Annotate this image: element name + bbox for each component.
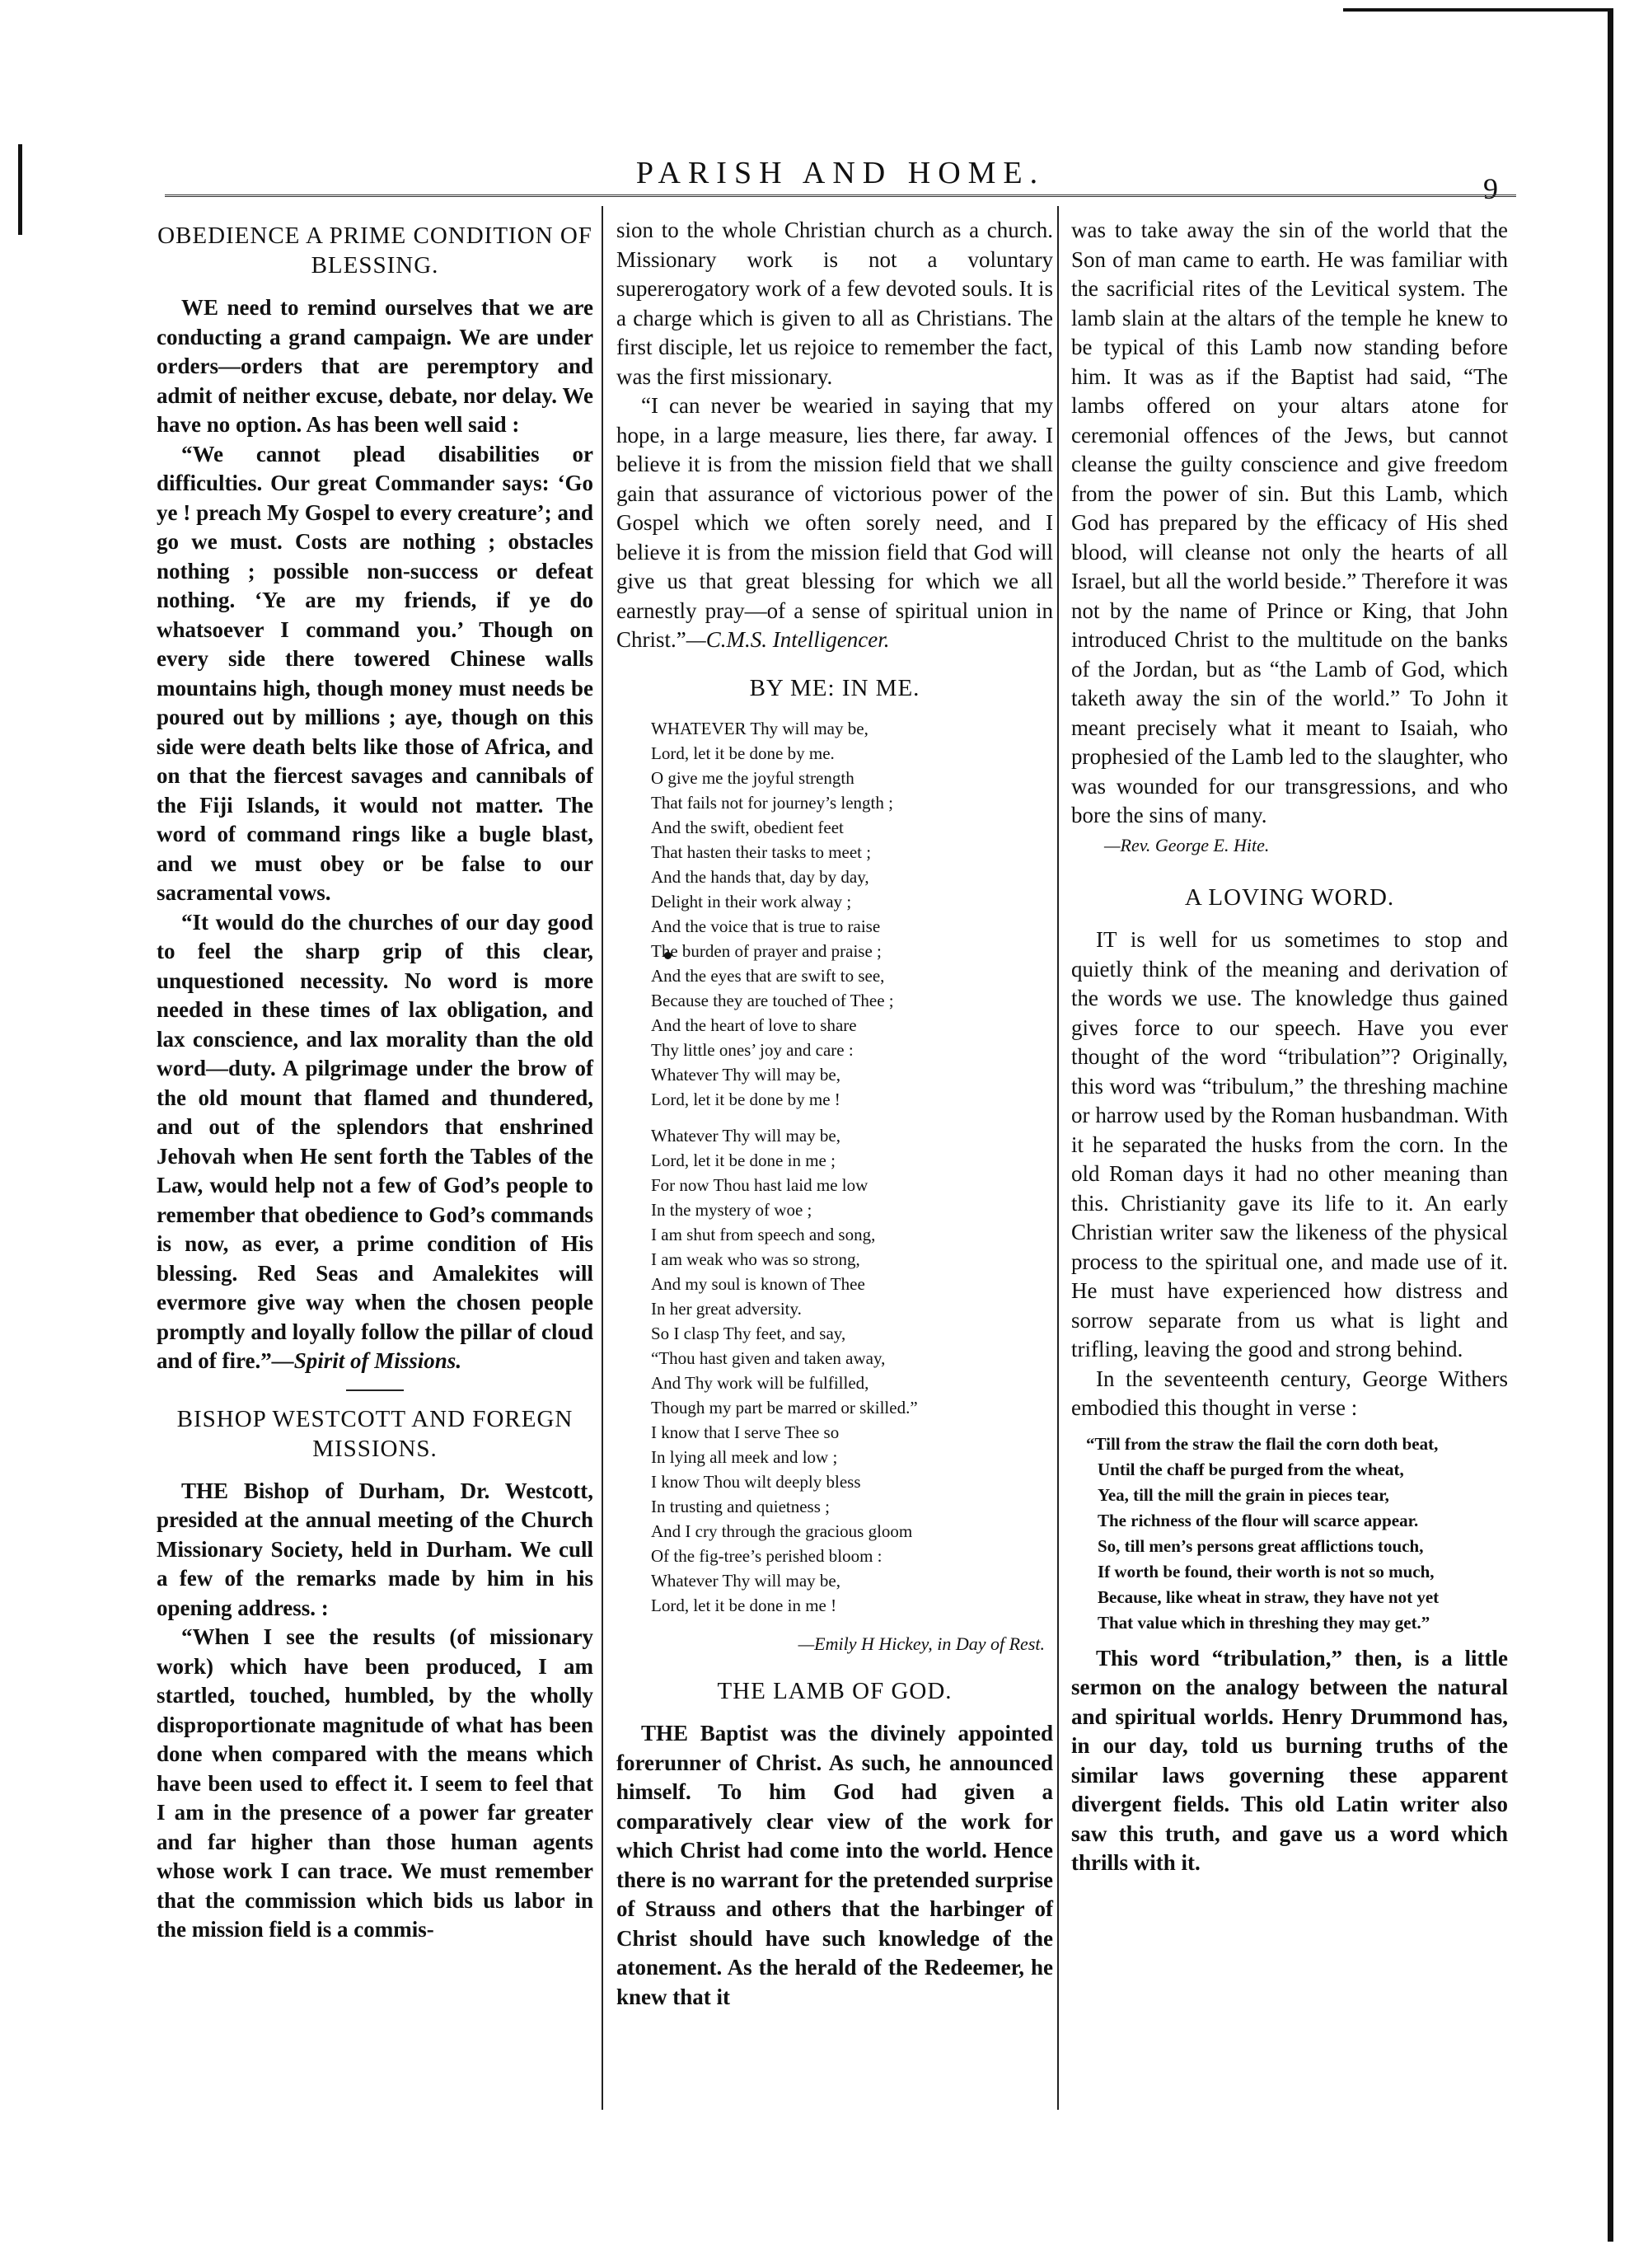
page-frame-right [1608,8,1613,2242]
poem-line: For now Thou hast laid me low [651,1174,868,1195]
poem-line: O give me the joyful strength [651,767,854,788]
poem-line: Lord, let it be done in me ! [651,1595,837,1615]
poem-line: Whatever Thy will may be, [651,1125,840,1146]
verse-line: Yea, till the mill the grain in pieces tear, [1098,1484,1389,1505]
article-paragraph: THE Bishop of Durham, Dr. Westcott, presided at the annual meeting of the Church Missionary Society, held in Durham. We cull a few of the remarks made by him in his opening address. : [157,1478,593,1620]
poem-line: Lord, let it be done by me. [651,743,835,763]
page-number: 9 [1483,172,1498,205]
article-paragraph: “When I see the results (of missionary work) which have been produced, I am startled, touched, humbled, by the wholly disproportionate magnitude of what has been done when compared with the means which have been used to effect it. I seem to feel that I am in the presence of a power far greater and far higher than those human agents whose work I can trace. We must remember that the commission which bids us labor in the mission field is a commis- [157,1624,593,1942]
article-paragraph: IT is well for us sometimes to stop and quietly think of the meaning and derivation of the words we use. The knowledge thus gained gives force to our speech. Have you ever thought of the word “tribulation”? Originally, this word was “tribulum,” the threshing machine or harrow used by the Roman husbandman. With it he separated the husks from the corn. In the old Roman days it had no other meaning than this. Christianity gave its life to it. An early Christian writer saw the likeness of the physical process to the spiritual one, and made use of it. He must have experienced how distress and sorrow separate from us what is light and trifling, leaving the good and strong behind. [1071,927,1508,1361]
separator-rule [346,1389,404,1391]
article-paragraph: was to take away the sin of the world that the Son of man came to earth. He was familiar with the sacrificial rites of the Levitical system. The lamb slain at the altars of the temple he knew to be typical of this Lamb now standing before him. It was as if the Baptist had said, “The lambs offered on your altars atone for ceremonial offences of the Jews, but cannot cleanse the guilty conscience and give freedom from the power of sin. But this Lamb, which God has prepared by the efficacy of His shed blood, will cleanse not only the hearts of all Israel, but all the world beside.” Therefore it was not by the name of Prince or King, that John introduced Christ to the multitude on the banks of the Jordan, but as “the Lamb of God, which taketh away the sin of the world.” To John it meant precisely what it meant to Isaiah, who prophesied of the Lamb led to the slaughter, who was wounded for our transgressions, and who bore the sins of many. [1071,218,1508,827]
verse-line: The richness of the flour will scarce appear. [1098,1510,1419,1530]
poem-line: In lying all meek and low ; [651,1446,838,1467]
poem-line: And the heart of love to share [651,1015,857,1035]
poem-line: Whatever Thy will may be, [651,1570,840,1591]
article-heading: THE LAMB OF GOD. [717,1678,953,1704]
poem-stanza [651,1123,1053,1618]
poem-line: So I clasp Thy feet, and say, [651,1323,846,1343]
poem-line: Lord, let it be done in me ; [651,1150,836,1170]
column-1 [157,216,593,1945]
poem-attribution: —Emily H Hickey, in Day of Rest. [798,1633,1045,1654]
article-heading: BISHOP WESTCOTT AND FOREGN MISSIONS. [176,1405,574,1462]
verse-line: If worth be found, their worth is not so much, [1098,1561,1435,1582]
poem-line: And my soul is known of Thee [651,1273,865,1294]
page-header [0,150,1648,208]
poem-line: WHATEVER Thy will may be, [651,718,868,738]
article-paragraph: “We cannot plead disabilities or difficulties. Our great Commander says: ‘Go ye ! preach My Gospel to every creature’; and go we must. Costs are nothing ; obstacles nothing ; possible non-success or defeat nothing. ‘Ye are my friends, if ye do whatsoever I command you.’ Though on every side there towered Chinese walls mountains high, though money must needs be poured out by millions ; aye, though on this side were death belts like those of Africa, and on that the fiercest savages and cannibals of the Fiji Islands, it would not matter. The word of command rings like a bugle blast, and we must obey or be false to our sacramental vows. [157,441,593,905]
poem-line: The burden of prayer and praise ; [651,940,882,961]
article-paragraph: This word “tribulation,” then, is a little sermon on the analogy between the natural and spiritual worlds. Henry Drummond has, in our day, told us burning truths of the similar laws governing these apparent divergent fields. This old Latin writer also saw this truth, and gave us a word which thrills with it. [1071,1645,1508,1875]
article-heading: OBEDIENCE A PRIME CONDITION OF BLESSING. [157,223,592,279]
article-paragraph: THE Baptist was the divinely appointed forerunner of Christ. As such, he announced himself. To him God had given a comparatively clear view of the work for which Christ had come into the world. Hence there is no warrant for the pretended surprise of Strauss and others that the harbinger of Christ should have such knowledge of the atonement. As the herald of the Redeemer, he knew that it [616,1721,1053,2009]
poem-line: Though my part be marred or skilled.” [651,1397,918,1418]
poem-line: In trusting and quietness ; [651,1496,830,1516]
poem-line: I am shut from speech and song, [651,1224,876,1244]
verse-line: So, till men’s persons great afflictions touch, [1098,1535,1424,1556]
poem-line: In the mystery of woe ; [651,1199,812,1220]
paragraph-text: “It would do the churches of our day good to feel the sharp grip of this clear, unquestioned necessity. No word is more needed in these times of lax obligation, and lax conscience, and lax morality than the old word—duty. A pilgrimage under the brow of the old mount that flamed and thundered, and out of the splendors that enshrined Jehovah when He sent forth the Tables of the Law, would help not a few of God’s people to remember that obedience to God’s commands is now, as ever, a prime condition of His blessing. Red Seas and Amalekites will evermore give way when the chosen people promptly and loyally follow the pillar of cloud and of fire.” [157,909,593,1373]
poem-line: “Thou hast given and taken away, [651,1347,886,1368]
poem-line: I am weak who was so strong, [651,1249,860,1269]
article-attribution: —Spirit of Missions. [271,1348,462,1373]
poem-line: Because they are touched of Thee ; [651,990,894,1010]
verse-line: Because, like wheat in straw, they have not yet [1098,1586,1440,1607]
poem-line: And Thy work will be fulfilled, [651,1372,869,1393]
poem-line: Delight in their work alway ; [651,891,852,911]
poem-line: I know Thou wilt deeply bless [651,1471,861,1492]
poem-line: And the hands that, day by day, [651,866,869,887]
paragraph-text: “I can never be wearied in saying that my hope, in a large measure, lies there, far away. I believe it is from the mission field that we shall gain that assurance of victorious power of the Gospel which we often sorely need, and I believe it is from the mission field that God will give us that great blessing for which we all earnestly pray—of a sense of spiritual union in Christ.” [616,393,1053,652]
column-divider-2 [1057,206,1059,2110]
article-paragraph: sion to the whole Christian church as a church. Missionary work is not a voluntary supererogatory work of a few devoted souls. It is a charge which is given to all as Christians. The first disciple, let us rejoice to remember the fact, was the first missionary. [616,218,1053,389]
poem-line: That hasten their tasks to meet ; [651,841,872,862]
verse-line: That value which in threshing they may get.” [1098,1612,1430,1633]
poem-line: Whatever Thy will may be, [651,1064,840,1085]
poem-line: And the swift, obedient feet [651,817,844,837]
column-divider-1 [602,206,603,2110]
poem-line: And the eyes that are swift to see, [651,965,885,986]
article-attribution: —C.M.S. Intelligencer. [686,627,890,652]
column-2 [616,216,1053,2012]
quoted-verse [1071,1432,1508,1636]
poem-line: I know that I serve Thee so [651,1422,840,1442]
article-paragraph [616,391,1053,655]
page-frame-top [1343,8,1613,12]
article-paragraph: WE need to remind ourselves that we are conducting a grand campaign. We are under orders—orders that are peremptory and admit of neither excuse, debate, nor delay. We have no option. As has been well said : [157,295,593,437]
column-3 [1071,216,1508,1878]
article-attribution: —Rev. George E. Hite. [1104,834,1270,855]
header-rule [165,194,1516,197]
verse-line: “Till from the straw the flail the corn doth beat, [1086,1433,1439,1454]
poem-stanza [651,716,1053,1112]
poem-heading: BY ME: IN ME. [749,674,920,701]
poem-line: And I cry through the gracious gloom [651,1521,913,1541]
poem-line: That fails not for journey’s length ; [651,792,893,813]
running-title: PARISH AND HOME. [635,156,1046,190]
poem-line: Of the fig-tree’s perished bloom : [651,1545,883,1566]
article-paragraph: In the seventeenth century, George Withers embodied this thought in verse : [1071,1366,1508,1420]
poem [616,716,1053,1618]
article-heading: A LOVING WORD. [1184,884,1395,911]
poem-line: Lord, let it be done by me ! [651,1089,840,1109]
poem-line: In her great adversity. [651,1298,802,1319]
poem-line: And the voice that is true to raise [651,916,881,936]
poem-line: Thy little ones’ joy and care : [651,1039,854,1060]
article-paragraph [157,908,593,1376]
verse-line: Until the chaff be purged from the wheat, [1098,1459,1404,1479]
